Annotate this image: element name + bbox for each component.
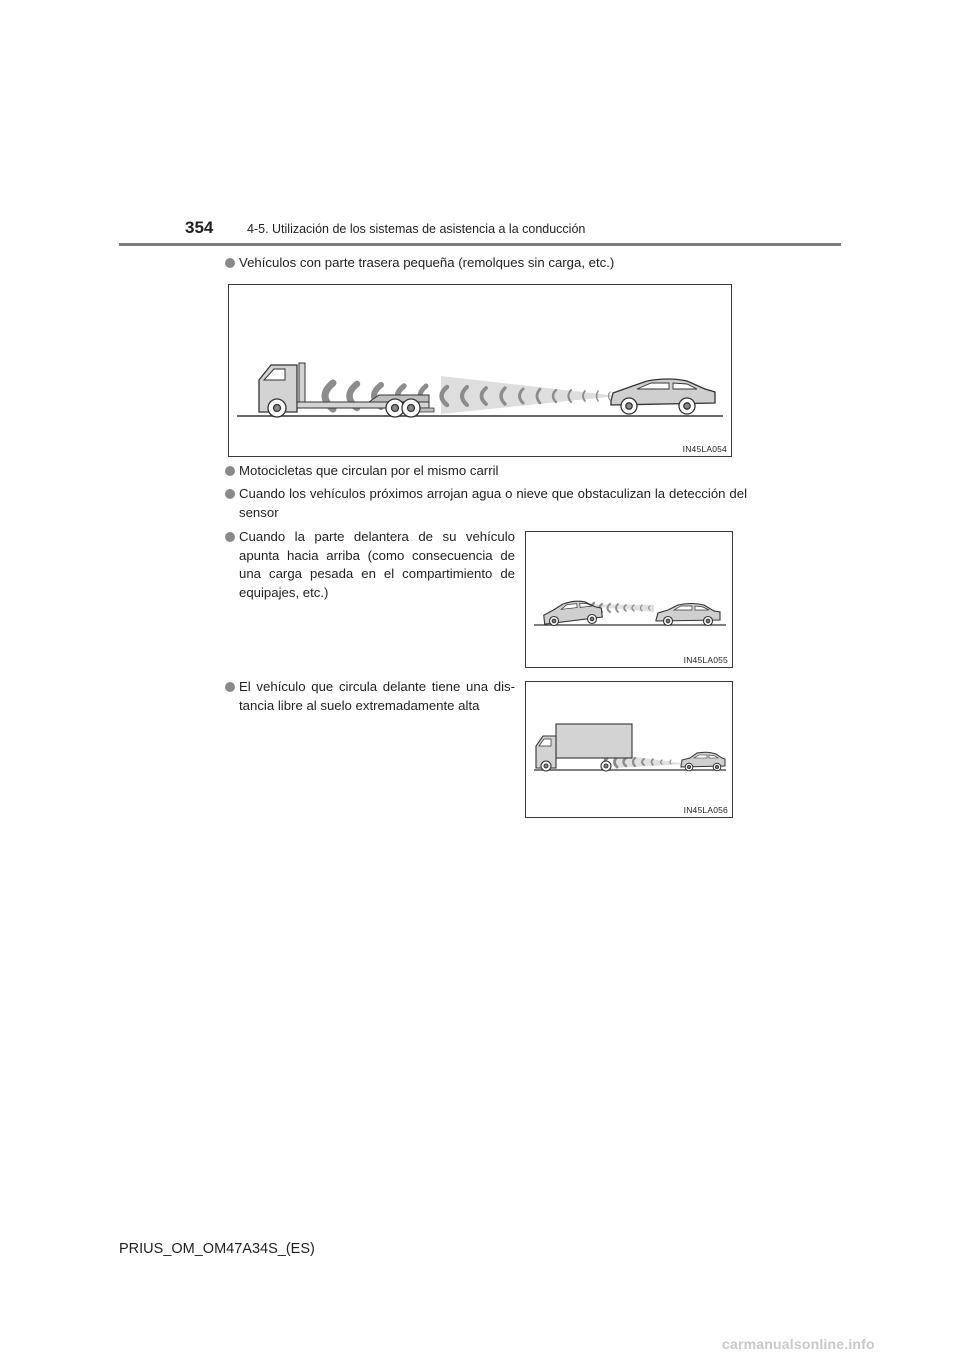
figure-code: IN45LA056	[683, 805, 728, 815]
figure-unloaded-trailer	[228, 284, 732, 457]
bullet-item-high-clearance	[225, 678, 515, 715]
header-rule	[119, 243, 841, 246]
section-title: 4-5. Utilización de los sistemas de asistencia a la conducción	[247, 222, 586, 236]
nose-up-car-following-car-illustration	[526, 532, 732, 667]
car-behind-high-clearance-truck-illustration	[526, 682, 732, 817]
bullet-icon	[225, 258, 235, 268]
bullet-item-motorcycles	[225, 462, 745, 481]
bullet-item-nose-up	[225, 528, 515, 602]
bullet-text: Motocicletas que circulan por el mismo carril	[239, 463, 499, 478]
figure-nose-up	[525, 531, 733, 668]
bullet-item-spray	[225, 485, 747, 522]
figure-code: IN45LA055	[683, 655, 728, 665]
bullet-icon	[225, 532, 235, 542]
watermark: carmanualsonline.info	[722, 1336, 875, 1352]
figure-high-clearance	[525, 681, 733, 818]
bullet-text: El vehículo que circula delante tiene una dis-tancia libre al suelo extremadamente alta	[239, 679, 515, 713]
bullet-icon	[225, 466, 235, 476]
figure-code: IN45LA054	[682, 444, 727, 454]
bullet-text: Cuando los vehículos próximos arrojan agua o nieve que obstaculizan la detección del sensor	[239, 486, 747, 520]
car-behind-unloaded-trailer-truck-illustration	[229, 285, 731, 456]
footer-document-code: PRIUS_OM_OM47A34S_(ES)	[119, 1241, 315, 1257]
bullet-icon	[225, 489, 235, 499]
bullet-text: Cuando la parte delantera de su vehículo apunta hacia arriba (como consecuencia de una carga pesada en el compartimiento de equipajes, etc.)	[239, 529, 515, 600]
bullet-icon	[225, 682, 235, 692]
bullet-item-small-rear	[225, 254, 745, 273]
bullet-text: Vehículos con parte trasera pequeña (remolques sin carga, etc.)	[239, 255, 615, 270]
page-number: 354	[185, 218, 214, 237]
